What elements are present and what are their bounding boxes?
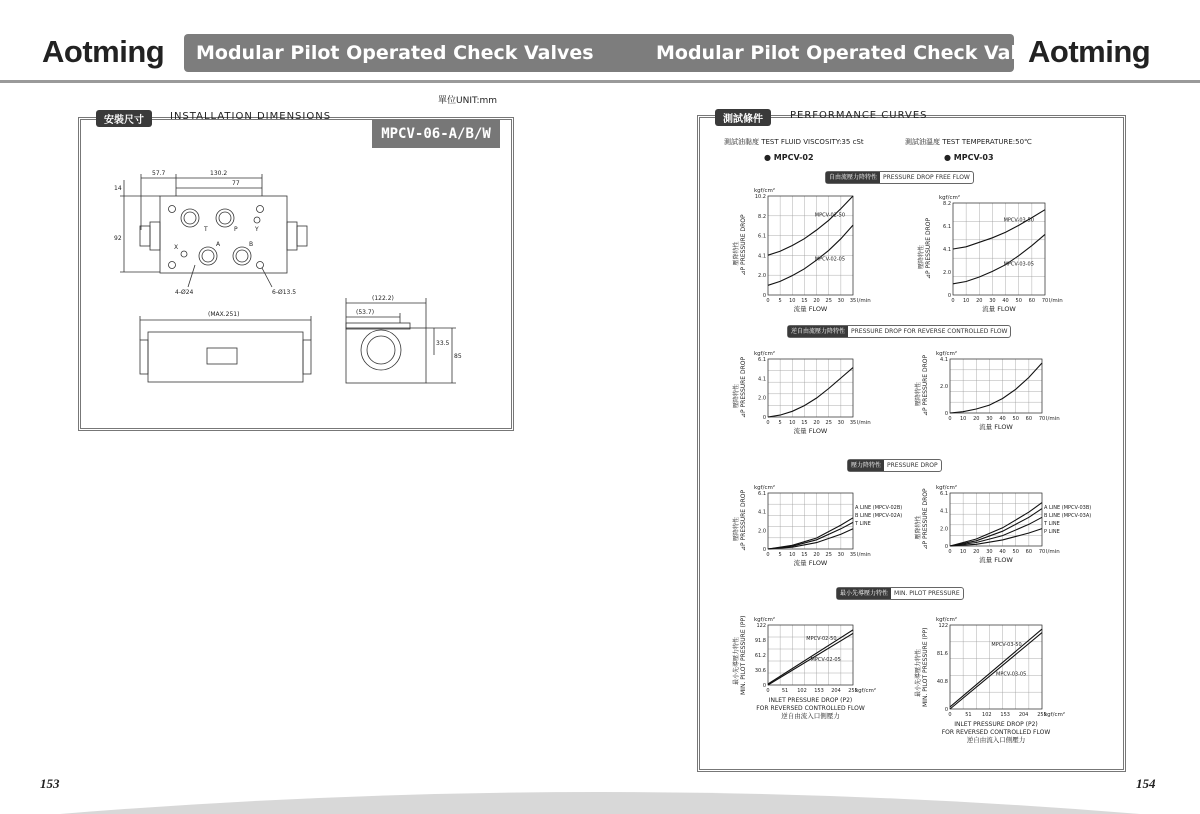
- chart-4-y-tick-label: 2.0: [940, 384, 948, 390]
- chart-8-y-tick-label: 122: [938, 623, 948, 629]
- chart-5-y-tick-label: 6.1: [758, 491, 766, 497]
- chart-1-x-tick-label: 0: [766, 298, 770, 304]
- chart-8-series-label: MPCV-03-50: [991, 642, 1022, 648]
- chart-6-x-unit: l/min: [1046, 549, 1060, 555]
- chart-3-y-unit: kgf/cm²: [754, 351, 776, 357]
- chart-5-y-label-en: ⊿P PRESSURE DROP: [740, 489, 747, 551]
- chart-6-x-tick-label: 60: [1025, 549, 1033, 555]
- chart-2-x-tick-label: 20: [976, 298, 983, 304]
- chart-7-y-tick-label: 30.6: [754, 668, 766, 674]
- installation-section-title: INSTALLATION DIMENSIONS: [170, 111, 332, 122]
- chart-3-y-label-en: ⊿P PRESSURE DROP: [740, 356, 747, 418]
- chart-4-x-tick-label: 40: [999, 416, 1006, 422]
- chart-6-frame: [950, 493, 1042, 546]
- section-label-pressure-drop: 壓力降特性 PRESSURE DROP: [847, 459, 942, 472]
- port-b: B: [249, 241, 254, 248]
- dim-14: 14: [114, 185, 122, 192]
- chart-8-y-tick-label: 40.8: [936, 679, 948, 685]
- chart-7-series-label: MPCV-02-50: [806, 636, 837, 642]
- chart-1-x-tick-label: 35: [849, 298, 857, 304]
- chart-8-x-tick-label: 0: [948, 712, 952, 718]
- chart-2-x-unit: l/min: [1049, 298, 1063, 304]
- performance-section-tag: 測試條件: [715, 109, 771, 126]
- chart-7-x-tick-label: 255: [848, 688, 858, 694]
- banner-title-left: Modular Pilot Operated Check Valves: [196, 42, 594, 64]
- chart-5-y-label-zh: 壓降特性: [733, 516, 740, 541]
- chart-1-y-unit: kgf/cm²: [754, 188, 776, 194]
- chart-2-y-tick-label: 6.1: [943, 224, 951, 230]
- chart-5-x-tick-label: 5: [778, 552, 782, 558]
- chart-5-x-tick-label: 15: [801, 552, 808, 558]
- chart-4-x-tick-label: 70: [1038, 416, 1046, 422]
- port-x: X: [174, 244, 179, 251]
- test-temperature: 測試油溫度 TEST TEMPERATURE:50℃: [905, 138, 1032, 146]
- chart-5-y-tick-label: 0: [762, 547, 766, 553]
- chart-8-frame: [950, 625, 1042, 709]
- dim-max-251: (MAX.251): [208, 311, 240, 318]
- chart-1-y-label-en: ⊿P PRESSURE DROP: [740, 214, 747, 276]
- column-label-mpcv-03: ● MPCV-03: [944, 153, 994, 162]
- chart-7-y-tick-label: 61.2: [754, 653, 766, 659]
- chart-8-y-unit: kgf/cm²: [936, 617, 958, 623]
- port-p: P: [234, 226, 238, 233]
- chart-7-x-tick-label: 0: [766, 688, 770, 694]
- chart-6-x-tick-label: 20: [973, 549, 980, 555]
- chart-6-x-tick-label: 10: [959, 549, 967, 555]
- chart-6-x-tick-label: 30: [986, 549, 993, 555]
- chart-6-x-tick-label: 40: [999, 549, 1006, 555]
- chart-7-y-label-zh: 最小先導壓力特性: [733, 636, 740, 685]
- chart-8-x-tick-label: 153: [1000, 712, 1010, 718]
- test-viscosity: 測試油黏度 TEST FLUID VISCOSITY:35 cSt: [724, 138, 864, 146]
- chart-4-x-label: 流量 FLOW: [979, 423, 1013, 431]
- chart-4-x-tick-label: 20: [973, 416, 980, 422]
- chart-4-x-tick-label: 50: [1012, 416, 1019, 422]
- chart-5-x-tick-label: 20: [813, 552, 820, 558]
- chart-3-x-unit: l/min: [857, 420, 871, 426]
- chart-8-x-tick-label: 255: [1037, 712, 1047, 718]
- performance-section-title: PERFORMANCE CURVES: [790, 110, 928, 121]
- chart-6-y-tick-label: 2.0: [940, 526, 948, 533]
- chart-3-x-label: 流量 FLOW: [793, 427, 828, 435]
- chart-7-y-tick-label: 91.8: [754, 638, 766, 644]
- chart-2-y-unit: kgf/cm²: [939, 195, 961, 201]
- chart-3-y-tick-label: 0: [762, 415, 766, 421]
- chart-4-frame: [950, 359, 1042, 413]
- chart-1-x-tick-label: 25: [825, 298, 832, 304]
- performance-charts: [700, 180, 1110, 750]
- chart-3-x-tick-label: 25: [825, 420, 832, 426]
- chart-6-y-label-zh: 壓降特性: [915, 515, 922, 540]
- dim-57-7: 57.7: [152, 170, 166, 177]
- chart-2-y-tick-label: 0: [947, 293, 951, 299]
- chart-8-y-label-en: MIN. PILOT PRESSURE (PP): [922, 627, 929, 707]
- dim-122-2: (122.2): [372, 295, 394, 302]
- chart-2-x-tick-label: 50: [1015, 298, 1022, 304]
- chart-5-series-line: [768, 522, 853, 549]
- chart-3-y-label-zh: 壓降特性: [733, 383, 740, 408]
- chart-7-y-unit: kgf/cm²: [754, 617, 776, 623]
- chart-6-y-label-en: ⊿P PRESSURE DROP: [922, 488, 929, 550]
- chart-3-x-tick-label: 10: [789, 420, 796, 426]
- chart-6-x-tick-label: 0: [948, 549, 952, 555]
- chart-1-y-tick-label: 8.2: [758, 213, 766, 220]
- chart-2-x-tick-label: 70: [1041, 298, 1049, 304]
- chart-1-x-tick-label: 20: [813, 298, 820, 304]
- chart-1-y-tick-label: 2.0: [758, 273, 766, 280]
- dim-53-7: (53.7): [356, 309, 375, 316]
- chart-5-y-tick-label: 2.0: [758, 528, 766, 535]
- chart-2-series-label: MPCV-03-50: [1003, 217, 1034, 224]
- chart-1-y-tick-label: 0: [762, 293, 766, 299]
- chart-1-series-line: [768, 196, 853, 255]
- chart-1-x-tick-label: 30: [837, 298, 845, 304]
- chart-1-y-label-zh: 壓降特性: [733, 241, 740, 266]
- chart-6-y-tick-label: 0: [944, 544, 948, 550]
- installation-section-tag: 安裝尺寸: [96, 110, 152, 127]
- chart-2-y-tick-label: 8.2: [943, 201, 951, 207]
- dim-33-5: 33.5: [436, 340, 450, 347]
- chart-3-frame: [768, 359, 853, 417]
- chart-8-x-tick-label: 204: [1018, 712, 1029, 718]
- chart-3-y-tick-label: 6.1: [758, 357, 766, 363]
- chart-4-y-unit: kgf/cm²: [936, 351, 958, 357]
- chart-4-x-unit: l/min: [1046, 416, 1060, 422]
- chart-7-x-tick-label: 153: [814, 688, 824, 694]
- chart-6-series-label: B LINE (MPCV-03A): [1044, 513, 1092, 519]
- chart-8-y-label-zh: 最小先導壓力特性: [915, 648, 922, 697]
- page-number-left: 153: [40, 776, 60, 791]
- chart-3-x-tick-label: 20: [813, 420, 820, 426]
- chart-1-series-label: MPCV-02-50: [814, 212, 846, 219]
- chart-1-x-tick-label: 5: [778, 298, 782, 304]
- chart-2-y-tick-label: 2.0: [943, 270, 951, 276]
- chart-1-x-label: 流量 FLOW: [793, 305, 828, 313]
- chart-8-x-unit: kgf/cm²: [1044, 712, 1066, 718]
- chart-2-series-line: [953, 210, 1045, 249]
- chart-2-x-tick-label: 40: [1002, 298, 1009, 304]
- section-label-free-flow: 自由流壓力降特性 PRESSURE DROP FREE FLOW: [825, 171, 974, 184]
- port-y: Y: [255, 226, 259, 233]
- chart-7-y-tick-label: 0: [762, 683, 766, 689]
- chart-1-x-unit: l/min: [857, 298, 871, 304]
- chart-7-x-label-1: INLET PRESSURE DROP (P2): [768, 697, 853, 704]
- chart-6-x-tick-label: 50: [1012, 549, 1019, 555]
- chart-5-x-tick-label: 35: [849, 552, 857, 558]
- section-label-reverse-flow: 逆自由流壓力降特性 PRESSURE DROP FOR REVERSE CONTROLLED FLOW: [787, 325, 1011, 338]
- chart-2-x-label: 流量 FLOW: [982, 305, 1016, 313]
- chart-1-x-tick-label: 15: [801, 298, 808, 304]
- chart-6-x-tick-label: 70: [1038, 549, 1046, 555]
- chart-3-series-line: [768, 368, 853, 417]
- chart-6-series-label: T LINE: [1044, 521, 1060, 527]
- chart-5-x-tick-label: 0: [766, 552, 770, 558]
- chart-7-x-unit: kgf/cm²: [855, 688, 877, 694]
- footer-swoosh: [0, 780, 1200, 814]
- chart-4-x-tick-label: 0: [948, 416, 952, 422]
- chart-1-frame: [768, 196, 853, 295]
- chart-2-x-tick-label: 10: [962, 298, 970, 304]
- dimension-drawing: [80, 150, 506, 422]
- chart-1-y-tick-label: 10.2: [754, 194, 766, 200]
- column-label-mpcv-02: ● MPCV-02: [764, 153, 814, 162]
- chart-3-x-tick-label: 5: [778, 420, 782, 426]
- banner-title-right: Modular Pilot Operated Check Valves: [656, 42, 1054, 64]
- chart-8-x-tick-label: 51: [965, 712, 972, 718]
- chart-4-y-label-zh: 壓降特性: [915, 381, 922, 406]
- chart-7-x-label-2: FOR REVERSED CONTROLLED FLOW: [756, 705, 865, 712]
- chart-4-x-tick-label: 60: [1025, 416, 1033, 422]
- chart-8-x-label-zh: 逆自由流入口側壓力: [966, 736, 1026, 744]
- dim-130-2: 130.2: [210, 170, 228, 177]
- chart-4-x-tick-label: 10: [959, 416, 967, 422]
- chart-8-x-label-1: INLET PRESSURE DROP (P2): [954, 721, 1038, 728]
- chart-6-series-line: [950, 517, 1042, 546]
- chart-4-y-tick-label: 4.1: [940, 357, 948, 363]
- chart-6-series-label: P LINE: [1044, 529, 1060, 535]
- chart-3-x-tick-label: 0: [766, 420, 770, 426]
- chart-4-x-tick-label: 30: [986, 416, 993, 422]
- chart-2-series-label: MPCV-03-05: [1003, 261, 1034, 268]
- chart-3-x-tick-label: 15: [801, 420, 808, 426]
- chart-6-x-label: 流量 FLOW: [979, 556, 1013, 564]
- port-a: A: [216, 241, 221, 248]
- chart-5-x-tick-label: 30: [837, 552, 845, 558]
- chart-7-y-label-en: MIN. PILOT PRESSURE (PP): [740, 615, 747, 695]
- chart-8-x-label-2: FOR REVERSED CONTROLLED FLOW: [941, 729, 1051, 736]
- chart-3-y-tick-label: 4.1: [758, 376, 766, 383]
- dim-92: 92: [114, 235, 122, 242]
- dim-holes-24: 4-Ø24: [175, 289, 194, 296]
- chart-7-x-tick-label: 51: [781, 688, 789, 694]
- chart-5-y-tick-label: 4.1: [758, 509, 766, 516]
- chart-6-series-label: A LINE (MPCV-03B): [1044, 505, 1092, 511]
- chart-7-x-label-zh: 逆自由流入口側壓力: [781, 712, 840, 720]
- chart-6-y-unit: kgf/cm²: [936, 485, 958, 491]
- header-rule: [0, 80, 1200, 83]
- chart-3-x-tick-label: 30: [837, 420, 845, 426]
- section-label-min-pilot: 最小先導壓力特性 MIN. PILOT PRESSURE: [836, 587, 964, 600]
- port-t: T: [204, 226, 208, 233]
- chart-8-y-tick-label: 81.6: [936, 651, 948, 657]
- chart-4-y-label-en: ⊿P PRESSURE DROP: [922, 354, 929, 416]
- dim-77: 77: [232, 180, 240, 187]
- chart-7-x-tick-label: 204: [831, 688, 841, 694]
- chart-5-series-label: B LINE (MPCV-02A): [855, 513, 903, 519]
- chart-2-x-tick-label: 60: [1028, 298, 1036, 304]
- chart-2-series-line: [953, 234, 1045, 283]
- chart-5-series-line: [768, 529, 853, 549]
- chart-5-x-tick-label: 25: [825, 552, 832, 558]
- chart-5-series-label: T LINE: [855, 521, 871, 527]
- chart-6-y-tick-label: 4.1: [940, 508, 948, 515]
- dim-85: 85: [454, 353, 462, 360]
- chart-2-x-tick-label: 0: [951, 298, 955, 304]
- chart-5-series-line: [768, 518, 853, 549]
- chart-7-y-tick-label: 122: [756, 623, 766, 629]
- chart-2-y-label-en: ⊿P PRESSURE DROP: [925, 217, 932, 279]
- chart-6-y-tick-label: 6.1: [940, 491, 948, 497]
- chart-5-x-label: 流量 FLOW: [793, 559, 828, 567]
- chart-7-series-label: MPCV-02-05: [810, 657, 841, 663]
- chart-4-series-line: [950, 363, 1042, 413]
- unit-label: 單位UNIT:mm: [438, 96, 498, 106]
- chart-5-x-unit: l/min: [857, 552, 871, 558]
- chart-5-frame: [768, 493, 853, 549]
- dim-holes-13-5: 6-Ø13.5: [272, 289, 297, 296]
- chart-2-y-tick-label: 4.1: [943, 247, 951, 253]
- chart-1-x-tick-label: 10: [789, 298, 796, 304]
- model-badge: MPCV-06-A/B/W: [372, 120, 500, 148]
- chart-1-series-label: MPCV-02-05: [814, 256, 846, 263]
- chart-8-series-label: MPCV-03-05: [996, 671, 1027, 678]
- chart-8-y-tick-label: 0: [944, 707, 948, 713]
- logo-left: Aotming: [42, 34, 165, 69]
- chart-8-series-line: [950, 629, 1042, 707]
- chart-3-x-tick-label: 35: [849, 420, 857, 426]
- chart-2-x-tick-label: 30: [989, 298, 996, 304]
- page-number-right: 154: [1136, 776, 1156, 791]
- logo-right: Aotming: [1028, 34, 1151, 69]
- chart-1-y-tick-label: 4.1: [758, 253, 766, 260]
- chart-4-y-tick-label: 0: [944, 411, 948, 417]
- chart-5-y-unit: kgf/cm²: [754, 485, 776, 491]
- chart-2-y-label-zh: 壓降特性: [918, 244, 925, 269]
- chart-5-x-tick-label: 10: [789, 552, 796, 558]
- chart-1-y-tick-label: 6.1: [758, 233, 766, 240]
- chart-8-x-tick-label: 102: [982, 712, 992, 718]
- chart-7-x-tick-label: 102: [797, 688, 807, 694]
- chart-5-series-label: A LINE (MPCV-02B): [855, 505, 903, 511]
- chart-3-y-tick-label: 2.0: [758, 395, 766, 402]
